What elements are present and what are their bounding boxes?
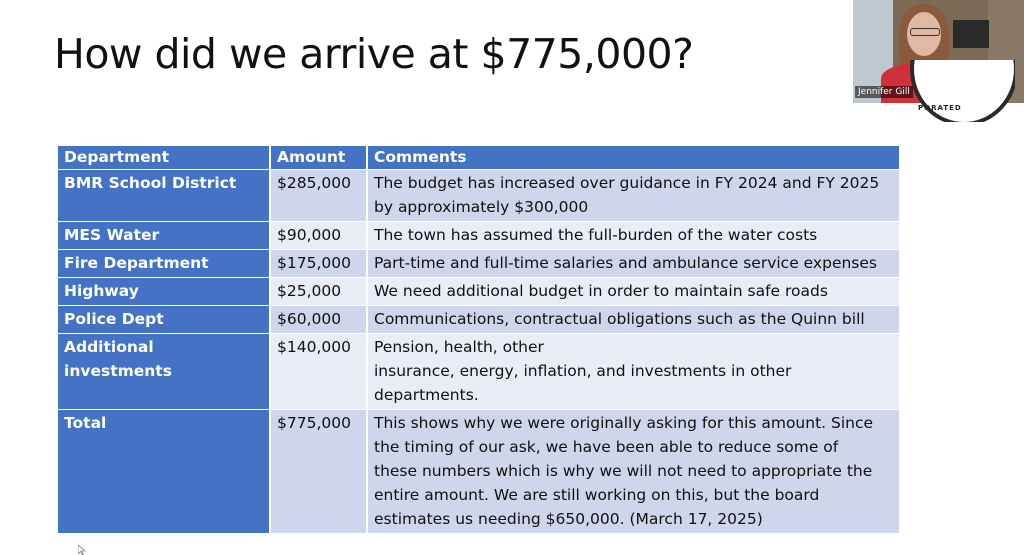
table-row [58,250,901,278]
amount-cell: $90,000 [271,222,368,250]
mouse-cursor-icon [78,545,86,555]
header-department: Department [58,146,271,170]
comment-line: Pension, health, other [374,338,544,356]
department-cell: MES Water [58,222,271,250]
comment-line: Part-time and full-time salaries and ambulance service expenses [374,254,877,272]
amount-cell: $25,000 [271,278,368,306]
table-row [58,278,901,306]
comment-cell [368,334,901,410]
comment-line: the timing of our ask, we have been able to reduce some of [374,438,839,456]
comment-line: We need additional budget in order to maintain safe roads [374,282,828,300]
comment-line: The town has assumed the full-burden of the water costs [374,226,818,244]
comment-cell [368,278,901,306]
comment-line: departments. [374,386,479,404]
background-screen [953,20,989,48]
header-amount: Amount [271,146,368,170]
amount-cell: $285,000 [271,170,368,222]
amount-cell: $60,000 [271,306,368,334]
comment-line: entire amount. We are still working on this, but the board [374,486,820,504]
comment-cell [368,306,901,334]
slide-title: How did we arrive at $775,000? [54,30,694,78]
comment-cell [368,222,901,250]
table-row [58,306,901,334]
department-cell: Additional investments [58,334,271,410]
department-cell: Police Dept [58,306,271,334]
table-row [58,334,901,410]
amount-cell: $175,000 [271,250,368,278]
header-comments: Comments [368,146,901,170]
table-row [58,170,901,222]
seal-circle [910,60,1015,122]
participant-name-label: Jennifer Gill [855,86,913,98]
department-cell: Total [58,410,271,534]
department-cell: Fire Department [58,250,271,278]
town-seal-logo [905,60,1015,122]
amount-cell: $140,000 [271,334,368,410]
table-header-row [58,146,901,170]
budget-table [58,146,901,534]
table-body [58,170,901,534]
seal-text: PORATED [918,104,962,112]
comment-cell [368,170,901,222]
comment-line: This shows why we were originally asking for this amount. Since [374,414,874,432]
comment-cell [368,250,901,278]
department-cell: Highway [58,278,271,306]
comment-line: by approximately $300,000 [374,198,589,216]
comment-cell [368,410,901,534]
comment-line: The budget has increased over guidance in FY 2024 and FY 2025 [374,174,880,192]
comment-line: these numbers which is why we will not need to appropriate the [374,462,873,480]
table-row [58,222,901,250]
table-row [58,410,901,534]
amount-cell: $775,000 [271,410,368,534]
comment-line: insurance, energy, inflation, and investments in other [374,362,792,380]
department-cell: BMR School District [58,170,271,222]
comment-line: Communications, contractual obligations such as the Quinn bill [374,310,865,328]
glasses [910,28,940,36]
comment-line: estimates us needing $650,000. (March 17, 2025) [374,510,763,528]
